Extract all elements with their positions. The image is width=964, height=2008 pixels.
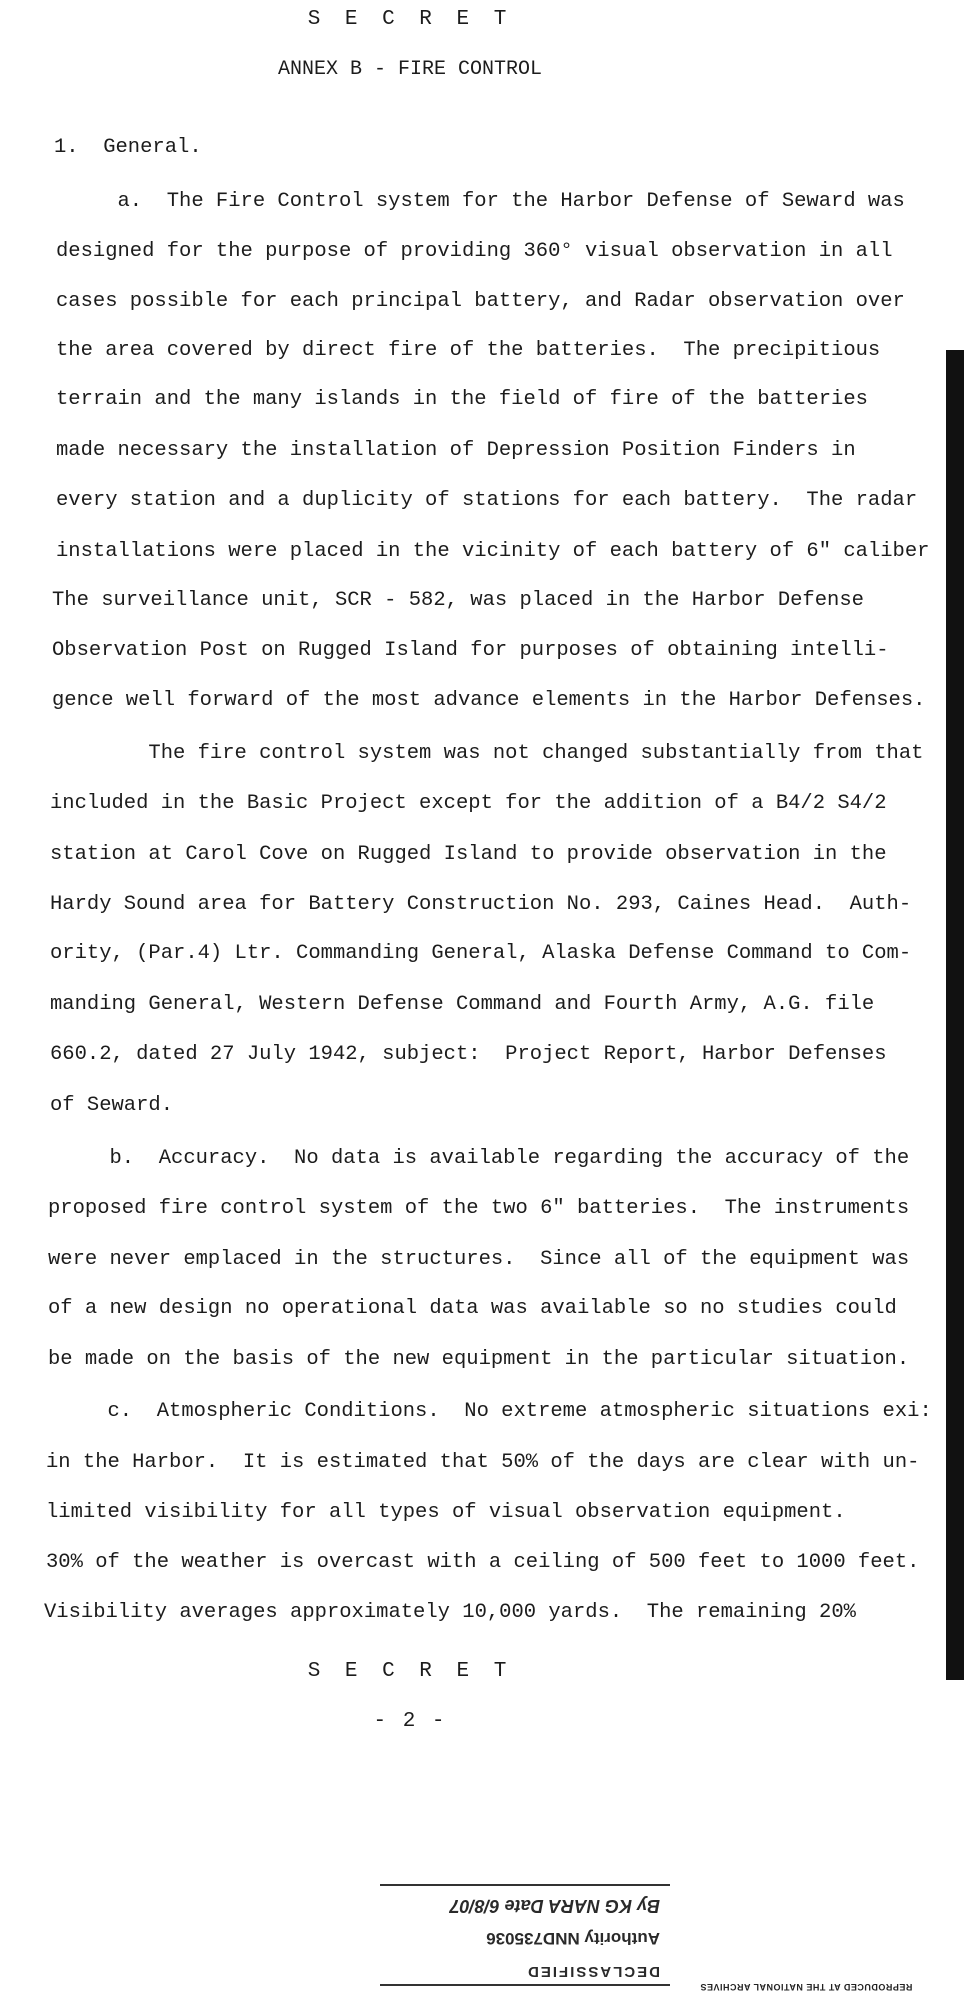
body-line: Observation Post on Rugged Island for purposes of obtaining intelli- — [52, 639, 889, 662]
reproduced-note: REPRODUCED AT THE NATIONAL ARCHIVES — [700, 1982, 913, 1992]
stamp-authority: Authority NND735036 — [486, 1929, 660, 1948]
body-line: 660.2, dated 27 July 1942, subject: Project Report, Harbor Defenses — [50, 1043, 887, 1066]
body-line: in the Harbor. It is estimated that 50% of the days are clear with un- — [46, 1451, 920, 1474]
footer-classification: S E C R E T — [307, 1660, 513, 1683]
body-line: 30% of the weather is overcast with a ceiling of 500 feet to 1000 feet. — [46, 1551, 920, 1574]
body-line: of a new design no operational data was available so no studies could — [48, 1297, 897, 1320]
body-line: designed for the purpose of providing 360° visual observation in all — [56, 240, 893, 263]
body-line: The surveillance unit, SCR - 582, was placed in the Harbor Defense — [52, 589, 864, 612]
body-line: made necessary the installation of Depression Position Finders in — [56, 439, 856, 462]
body-line: cases possible for each principal battery, and Radar observation over — [56, 290, 905, 313]
section-heading: 1. General. — [54, 136, 202, 159]
body-line: every station and a duplicity of stations for each battery. The radar — [56, 489, 918, 512]
body-line: c. Atmospheric Conditions. No extreme atmospheric situations exi: — [46, 1400, 932, 1423]
header-classification: S E C R E T — [307, 8, 513, 31]
stamp-by-date: By KG NARA Date 6/8/07 — [449, 1896, 660, 1916]
declassification-stamp — [380, 1880, 670, 1998]
body-line: of Seward. — [50, 1094, 174, 1117]
body-line: limited visibility for all types of visual observation equipment. — [46, 1501, 846, 1524]
body-line: b. Accuracy. No data is available regarding the accuracy of the — [48, 1147, 910, 1170]
stamp-declassified: DECLASSIFIED — [525, 1963, 660, 1980]
body-line: included in the Basic Project except for the addition of a B4/2 S4/2 — [50, 792, 887, 815]
body-line: The fire control system was not changed substantially from that — [50, 742, 924, 765]
body-line: terrain and the many islands in the field of fire of the batteries — [56, 388, 868, 411]
body-line: installations were placed in the vicinity of each battery of 6" caliber — [56, 540, 930, 563]
body-line: were never emplaced in the structures. Since all of the equipment was — [48, 1248, 910, 1271]
body-line: Hardy Sound area for Battery Construction No. 293, Caines Head. Auth- — [50, 893, 912, 916]
page-number: - 2 - — [373, 1710, 447, 1733]
body-line: manding General, Western Defense Command and Fourth Army, A.G. file — [50, 993, 875, 1016]
body-line: the area covered by direct fire of the batteries. The precipitious — [56, 339, 881, 362]
body-line: station at Carol Cove on Rugged Island to provide observation in the — [50, 843, 887, 866]
body-line: proposed fire control system of the two 6" batteries. The instruments — [48, 1197, 910, 1220]
body-line: a. The Fire Control system for the Harbor Defense of Seward was — [56, 190, 905, 213]
annex-title: ANNEX B - FIRE CONTROL — [277, 58, 543, 81]
body-line: ority, (Par.4) Ltr. Commanding General, Alaska Defense Command to Com- — [50, 942, 912, 965]
scan-edge-bar — [946, 350, 964, 1680]
body-line: gence well forward of the most advance elements in the Harbor Defenses. — [52, 689, 926, 712]
body-line: be made on the basis of the new equipment in the particular situation. — [48, 1348, 910, 1371]
body-line: Visibility averages approximately 10,000 yards. The remaining 20% — [44, 1601, 856, 1624]
